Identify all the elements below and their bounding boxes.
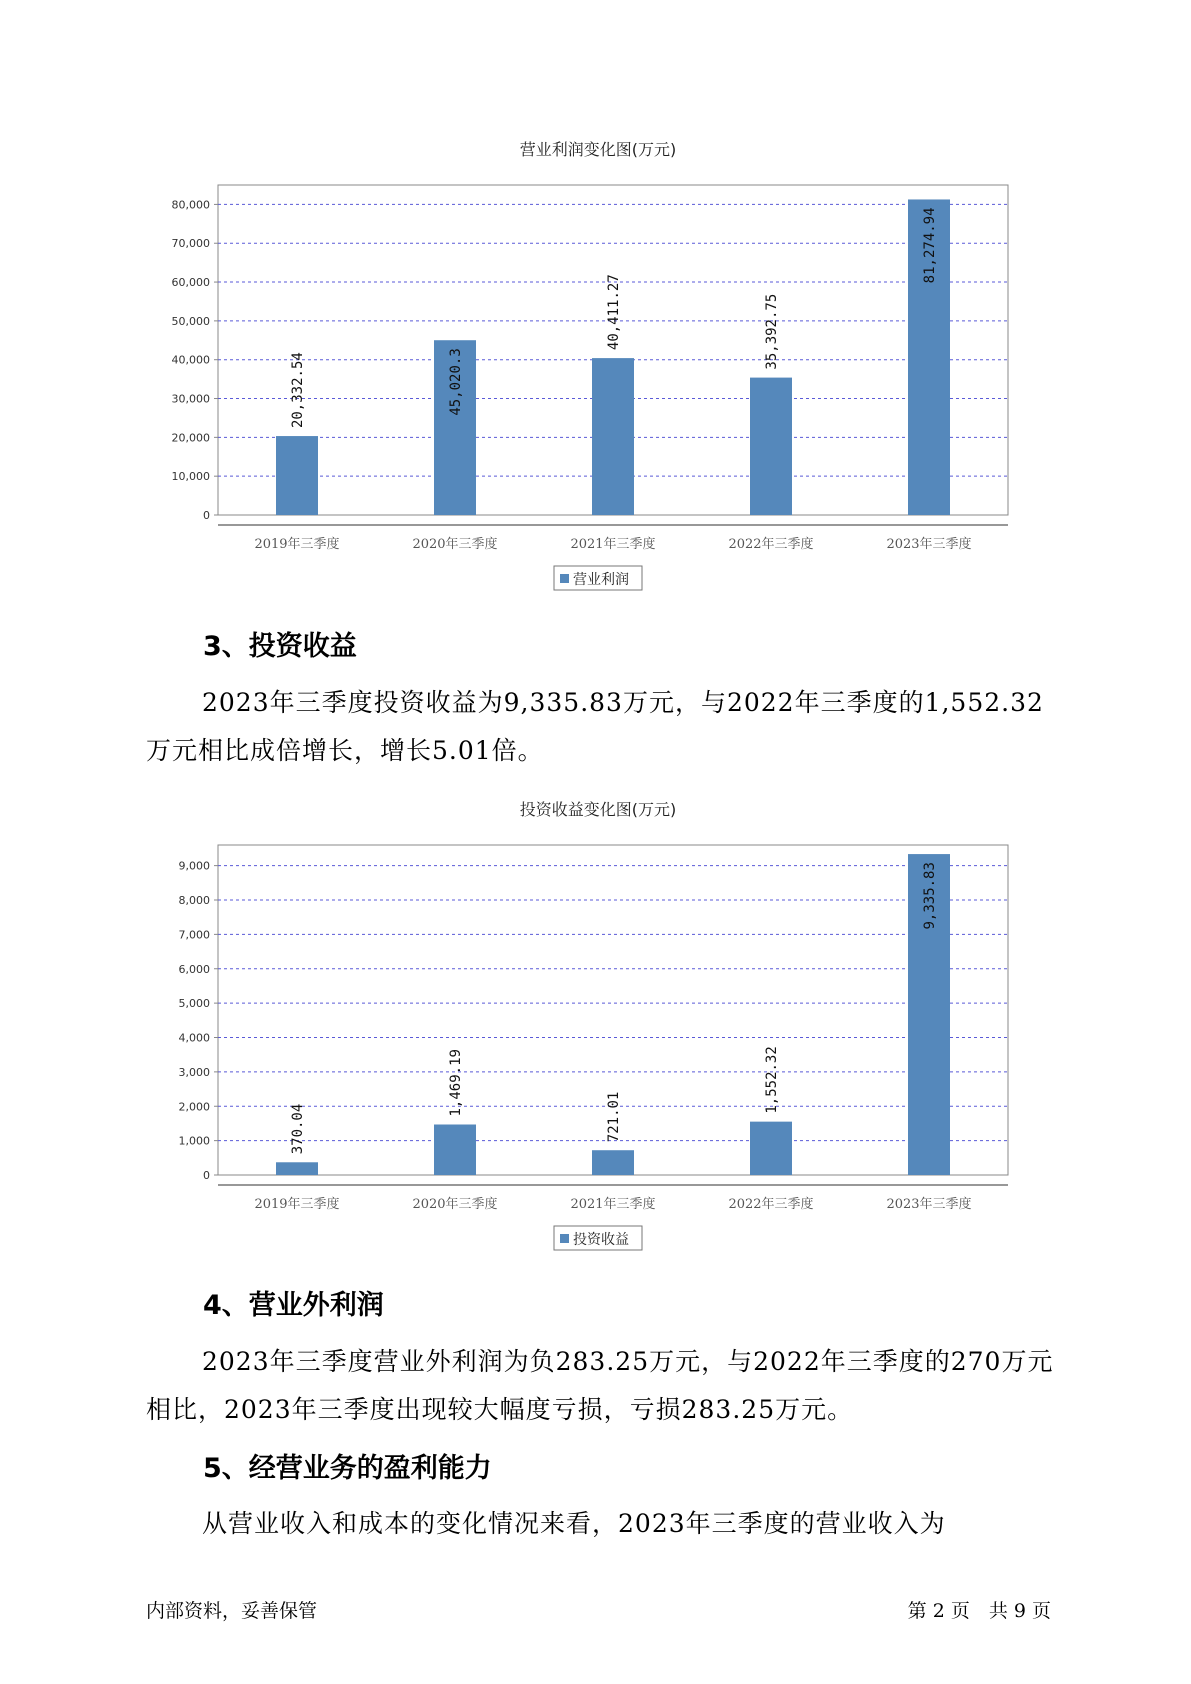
legend-label: 投资收益: [573, 1232, 629, 1248]
data-label: 1,552.32: [764, 1046, 780, 1114]
y-tick-label: 80,000: [171, 198, 210, 212]
chart-title: 营业利润变化图(万元): [519, 140, 677, 159]
bar: [276, 436, 318, 515]
section-heading-profitability: 5、经营业务的盈利能力: [203, 1453, 492, 1484]
y-tick-label: 20,000: [171, 431, 210, 445]
section-heading-investment: 3、投资收益: [203, 631, 357, 662]
y-tick-label: 1,000: [178, 1134, 210, 1148]
y-tick-label: 4,000: [178, 1031, 210, 1045]
x-category-label: 2021年三季度: [570, 537, 656, 552]
operating-profit-chart-svg: [0, 120, 1191, 600]
data-label: 370.04: [290, 1103, 306, 1155]
data-label: 45,020.3: [448, 348, 464, 416]
x-category-label: 2020年三季度: [412, 1197, 498, 1212]
x-category-label: 2022年三季度: [728, 1197, 814, 1212]
y-tick-label: 9,000: [178, 859, 210, 873]
y-tick-label: 50,000: [171, 314, 210, 328]
y-tick-label: 0: [203, 509, 210, 522]
bar: [750, 378, 792, 515]
x-category-label: 2019年三季度: [254, 1197, 340, 1212]
y-tick-label: 70,000: [171, 237, 210, 251]
y-tick-label: 8,000: [178, 894, 210, 907]
legend-label: 营业利润: [573, 572, 629, 588]
data-label: 721.01: [606, 1091, 622, 1143]
bar: [276, 1162, 318, 1175]
x-category-label: 2021年三季度: [570, 1197, 656, 1212]
y-tick-label: 40,000: [171, 353, 210, 367]
legend-swatch: [560, 1234, 569, 1243]
y-tick-label: 30,000: [171, 392, 210, 406]
footer-left: 内部资料，妥善保管: [146, 1600, 318, 1622]
x-category-label: 2020年三季度: [412, 537, 498, 552]
data-label: 9,335.83: [922, 862, 938, 930]
x-category-label: 2019年三季度: [254, 537, 340, 552]
paragraph-profitability: 从营业收入和成本的变化情况来看，2023年三季度的营业收入为: [202, 1509, 946, 1538]
data-label: 20,332.54: [290, 352, 306, 429]
x-category-label: 2023年三季度: [886, 1197, 972, 1212]
y-tick-label: 7,000: [178, 928, 210, 942]
y-tick-label: 6,000: [178, 962, 210, 976]
bar: [434, 1124, 476, 1175]
footer-page-number: 第 2 页 共 9 页: [907, 1600, 1051, 1622]
data-label: 81,274.94: [922, 207, 938, 284]
bar: [592, 1150, 634, 1175]
x-category-label: 2022年三季度: [728, 537, 814, 552]
data-label: 40,411.27: [606, 274, 622, 351]
section-heading-non-operating: 4、营业外利润: [203, 1290, 384, 1321]
chart-title: 投资收益变化图(万元): [519, 800, 677, 819]
bar: [750, 1122, 792, 1175]
x-category-label: 2023年三季度: [886, 537, 972, 552]
data-label: 1,469.19: [448, 1049, 464, 1117]
y-tick-label: 60,000: [171, 276, 210, 290]
investment-income-chart: [0, 780, 1191, 1260]
data-label: 35,392.75: [764, 293, 780, 370]
y-tick-label: 2,000: [178, 1100, 210, 1114]
y-tick-label: 0: [203, 1169, 210, 1182]
bar: [592, 358, 634, 515]
investment-income-chart-svg: [0, 780, 1191, 1260]
operating-profit-chart: [0, 120, 1191, 600]
legend-swatch: [560, 574, 569, 583]
y-tick-label: 10,000: [171, 470, 210, 484]
paragraph-investment: 2023年三季度投资收益为9,335.83万元，与2022年三季度的1,552.32万元相比成倍增长，增长5.01倍。: [146, 688, 1044, 765]
paragraph-non-operating: 2023年三季度营业外利润为负283.25万元，与2022年三季度的270万元相比，2023年三季度出现较大幅度亏损，亏损283.25万元。: [146, 1347, 1054, 1424]
y-tick-label: 5,000: [178, 997, 210, 1011]
y-tick-label: 3,000: [178, 1065, 210, 1079]
